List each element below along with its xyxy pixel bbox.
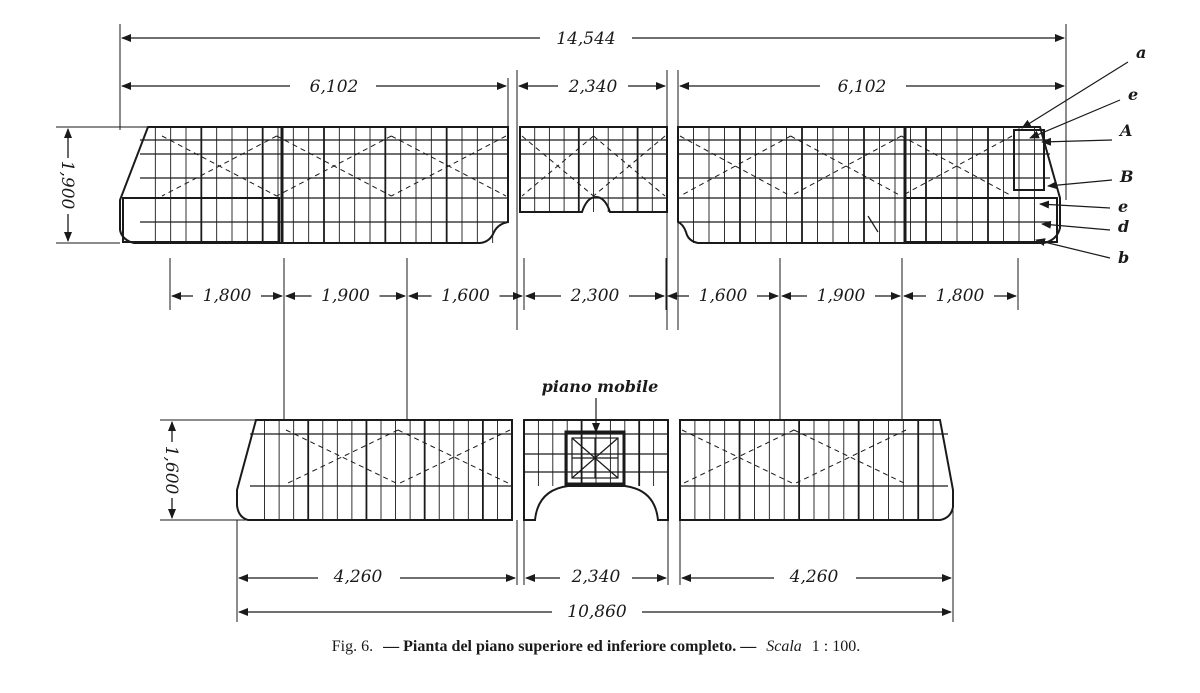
legend-leader	[1042, 140, 1112, 142]
dim-upper-left: 6,102	[309, 77, 359, 97]
upper-right-grid	[678, 127, 1050, 243]
spacing-dim-3: 2,300	[570, 286, 620, 306]
lower-floor-plan	[237, 420, 953, 520]
piano-mobile-callout	[542, 377, 659, 432]
legend-letter-1: e	[1128, 85, 1139, 104]
lower-right-panel	[680, 420, 953, 520]
legend-leader	[1048, 180, 1112, 186]
spacing-dim-1: 1,900	[321, 286, 370, 306]
caption-scale-value: 1 : 100.	[811, 638, 861, 655]
caption-title: — Pianta del piano superiore ed inferiore completo. —	[383, 638, 757, 655]
dim-lower-middle: 2,340	[571, 567, 621, 587]
lower-right-grid	[680, 420, 948, 520]
upper-left-grid	[140, 127, 508, 243]
piano-mobile-label: piano mobile	[541, 377, 659, 396]
bracing-line	[594, 136, 666, 196]
upper-right-panel	[678, 127, 1060, 243]
dim-upper-right: 6,102	[837, 77, 887, 97]
legend-callouts	[1022, 43, 1146, 267]
spacing-dim-4: 1,600	[698, 286, 748, 306]
dim-overall-upper: 14,544	[556, 29, 616, 49]
legend-leader	[1030, 100, 1120, 138]
upper-dimensions	[56, 24, 1066, 330]
upper-floor-plan	[120, 127, 1060, 243]
legend-letter-3: B	[1120, 167, 1134, 186]
spacing-dimensions	[170, 258, 1018, 310]
lower-left-panel	[237, 420, 512, 520]
dim-upper-middle: 2,340	[568, 77, 618, 97]
legend-letter-0: a	[1136, 43, 1147, 62]
alignment-lines	[284, 310, 902, 420]
lower-left-grid	[250, 420, 512, 520]
legend-letter-4: e	[1118, 197, 1129, 216]
figure-caption	[332, 638, 861, 655]
upper-right-end-block	[1014, 130, 1044, 190]
spacing-dim-6: 1,800	[935, 286, 985, 306]
dim-lower-right: 4,260	[789, 567, 839, 587]
bracing-line	[522, 136, 594, 196]
dim-overall-lower: 10,860	[567, 602, 627, 622]
legend-leader	[1042, 224, 1110, 230]
legend-letter-5: d	[1118, 217, 1130, 236]
legend-leader	[1022, 62, 1128, 128]
spacing-dim-2: 1,600	[441, 286, 490, 306]
dim-lower-left: 4,260	[333, 567, 383, 587]
upper-middle-grid	[520, 127, 667, 212]
legend-letter-2: A	[1120, 121, 1133, 140]
legend-leader	[1040, 204, 1110, 208]
legend-letter-6: b	[1118, 248, 1130, 267]
spacing-dim-5: 1,900	[816, 286, 866, 306]
caption-scale-word: Scala	[766, 638, 802, 655]
caption-fig: Fig. 6.	[331, 638, 374, 655]
spacing-dim-0: 1,800	[202, 286, 252, 306]
dim-height-upper: 1,900	[57, 160, 77, 210]
dim-height-lower: 1,600	[161, 445, 181, 495]
legend-leader	[1036, 240, 1110, 258]
